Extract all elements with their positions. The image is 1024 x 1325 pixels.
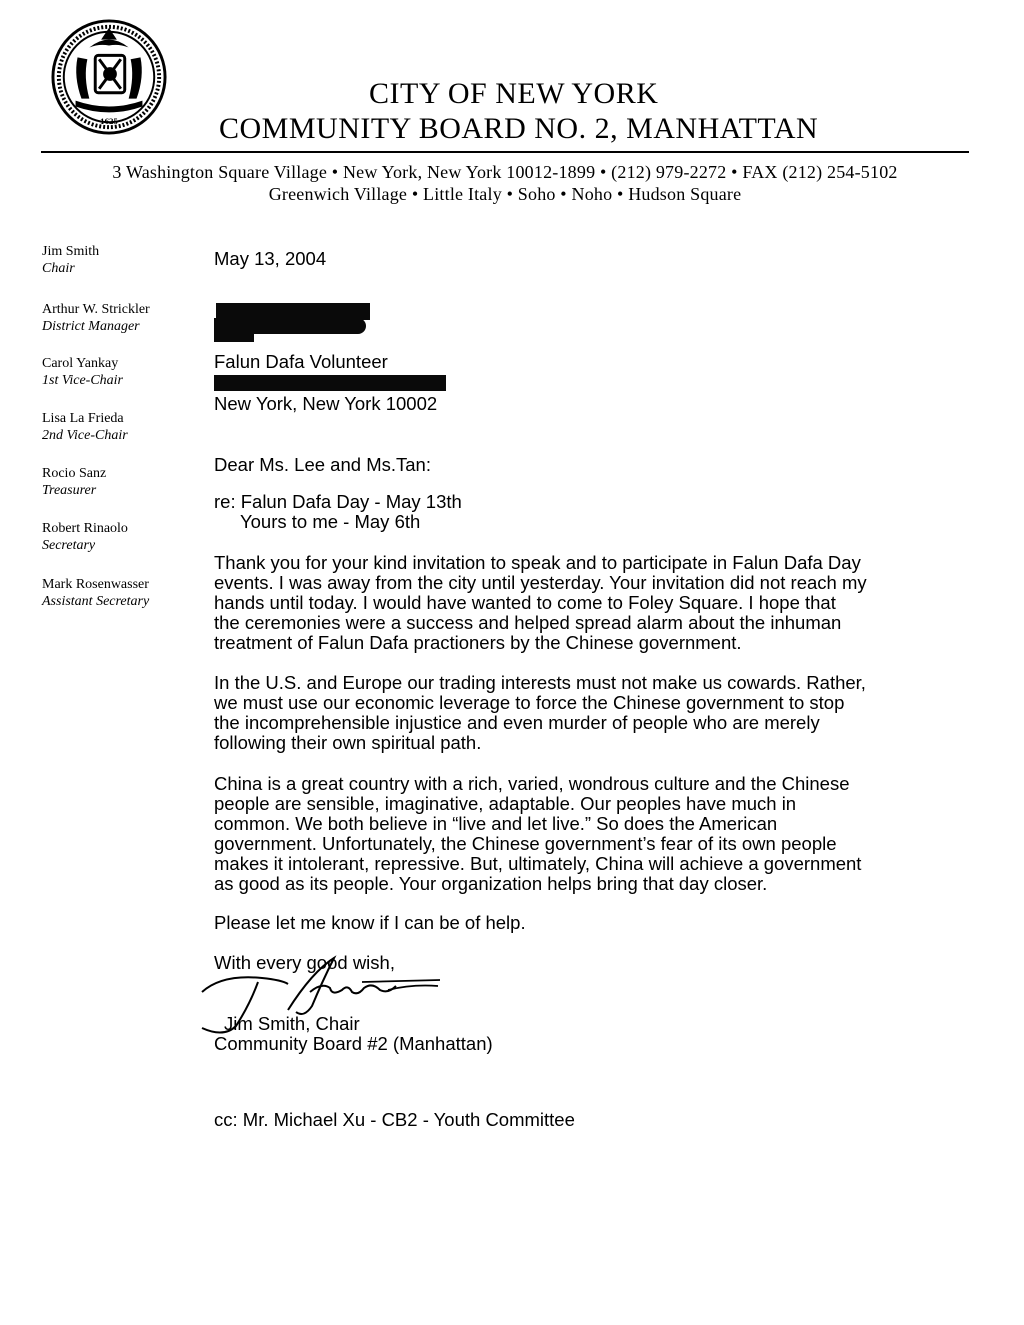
officer-role: District Manager bbox=[42, 319, 140, 334]
signer-name: Jim Smith, Chair bbox=[224, 1013, 360, 1034]
recipient-city: New York, New York 10002 bbox=[214, 393, 438, 414]
address-line: 3 Washington Square Village • New York, New York 10012-1899 • (212) 979-2272 • FAX (212) 254-5102 bbox=[112, 162, 898, 182]
officer-entry bbox=[42, 576, 212, 610]
officer-name: Arthur W. Strickler bbox=[42, 302, 150, 317]
signer-org: Community Board #2 (Manhattan) bbox=[214, 1033, 493, 1054]
paragraph-line: common. We both believe in “live and let live.” So does the American bbox=[214, 813, 778, 834]
officer-entry bbox=[42, 301, 212, 335]
officer-entry bbox=[42, 410, 212, 444]
officer-role: 1st Vice-Chair bbox=[42, 373, 124, 388]
paragraph-line: China is a great country with a rich, varied, wondrous culture and the Chinese bbox=[214, 773, 850, 794]
officer-entry bbox=[42, 465, 212, 499]
paragraph-line: treatment of Falun Dafa practioners by the Chinese government. bbox=[214, 632, 742, 653]
officer-name: Lisa La Frieda bbox=[42, 411, 124, 426]
redacted-name-2 bbox=[214, 318, 366, 334]
letterhead-address bbox=[0, 161, 1010, 205]
paragraph-line: Please let me know if I can be of help. bbox=[214, 912, 526, 933]
officer-role: Treasurer bbox=[42, 483, 97, 498]
header-divider bbox=[41, 151, 969, 153]
officer-entry bbox=[42, 520, 212, 554]
re-line: re: Falun Dafa Day - May 13th bbox=[214, 491, 462, 512]
paragraph-line: hands until today. I would have wanted to come to Foley Square. I hope that bbox=[214, 592, 836, 613]
seal-year-text: 1625 bbox=[100, 116, 118, 127]
paragraph-line: makes it intolerant, repressive. But, ultimately, China will achieve a government bbox=[214, 853, 862, 874]
closing: With every good wish, bbox=[214, 952, 395, 973]
officer-name: Mark Rosenwasser bbox=[42, 577, 149, 592]
officer-entry bbox=[42, 243, 212, 277]
officer-entry bbox=[42, 355, 212, 389]
paragraph-line: events. I was away from the city until yesterday. Your invitation did not reach my bbox=[214, 572, 867, 593]
city-seal-logo bbox=[50, 18, 168, 136]
salutation: Dear Ms. Lee and Ms.Tan: bbox=[214, 454, 431, 475]
redacted-name-3 bbox=[214, 334, 254, 342]
neighborhoods-line: Greenwich Village • Little Italy • Soho • Noho • Hudson Square bbox=[268, 184, 742, 204]
letterhead-title bbox=[219, 78, 819, 146]
paragraph-line: Thank you for your kind invitation to speak and to participate in Falun Dafa Day bbox=[214, 552, 861, 573]
paragraph-line: the incomprehensible injustice and even murder of people who are merely bbox=[214, 712, 820, 733]
officer-name: Carol Yankay bbox=[42, 356, 119, 371]
paragraph-line: as good as its people. Your organization helps bring that day closer. bbox=[214, 873, 768, 894]
letter-date: May 13, 2004 bbox=[214, 248, 327, 269]
cc-line: cc: Mr. Michael Xu - CB2 - Youth Committee bbox=[214, 1109, 575, 1130]
paragraph-line: following their own spiritual path. bbox=[214, 732, 482, 753]
handwritten-signature bbox=[192, 952, 452, 1036]
paragraph-line: the ceremonies were a success and helped spread alarm about the inhuman bbox=[214, 612, 842, 633]
redacted-address bbox=[214, 375, 446, 391]
officer-role: Chair bbox=[42, 261, 75, 276]
officer-name: Jim Smith bbox=[42, 244, 100, 259]
officer-role: 2nd Vice-Chair bbox=[42, 428, 128, 443]
officer-role: Secretary bbox=[42, 538, 96, 553]
city-name: CITY OF NEW YORK bbox=[369, 77, 659, 110]
paragraph-line: we must use our economic leverage to force the Chinese government to stop bbox=[214, 692, 845, 713]
re-line: Yours to me - May 6th bbox=[240, 511, 421, 532]
recipient-org: Falun Dafa Volunteer bbox=[214, 351, 388, 372]
paragraph-line: people are sensible, imaginative, adaptable. Our peoples have much in bbox=[214, 793, 797, 814]
paragraph-line: In the U.S. and Europe our trading interests must not make us cowards. Rather, bbox=[214, 672, 866, 693]
officer-role: Assistant Secretary bbox=[42, 594, 150, 609]
officer-name: Rocio Sanz bbox=[42, 466, 107, 481]
paragraph-line: government. Unfortunately, the Chinese government’s fear of its own people bbox=[214, 833, 837, 854]
officer-name: Robert Rinaolo bbox=[42, 521, 128, 536]
board-name: COMMUNITY BOARD NO. 2, MANHATTAN bbox=[219, 112, 819, 145]
